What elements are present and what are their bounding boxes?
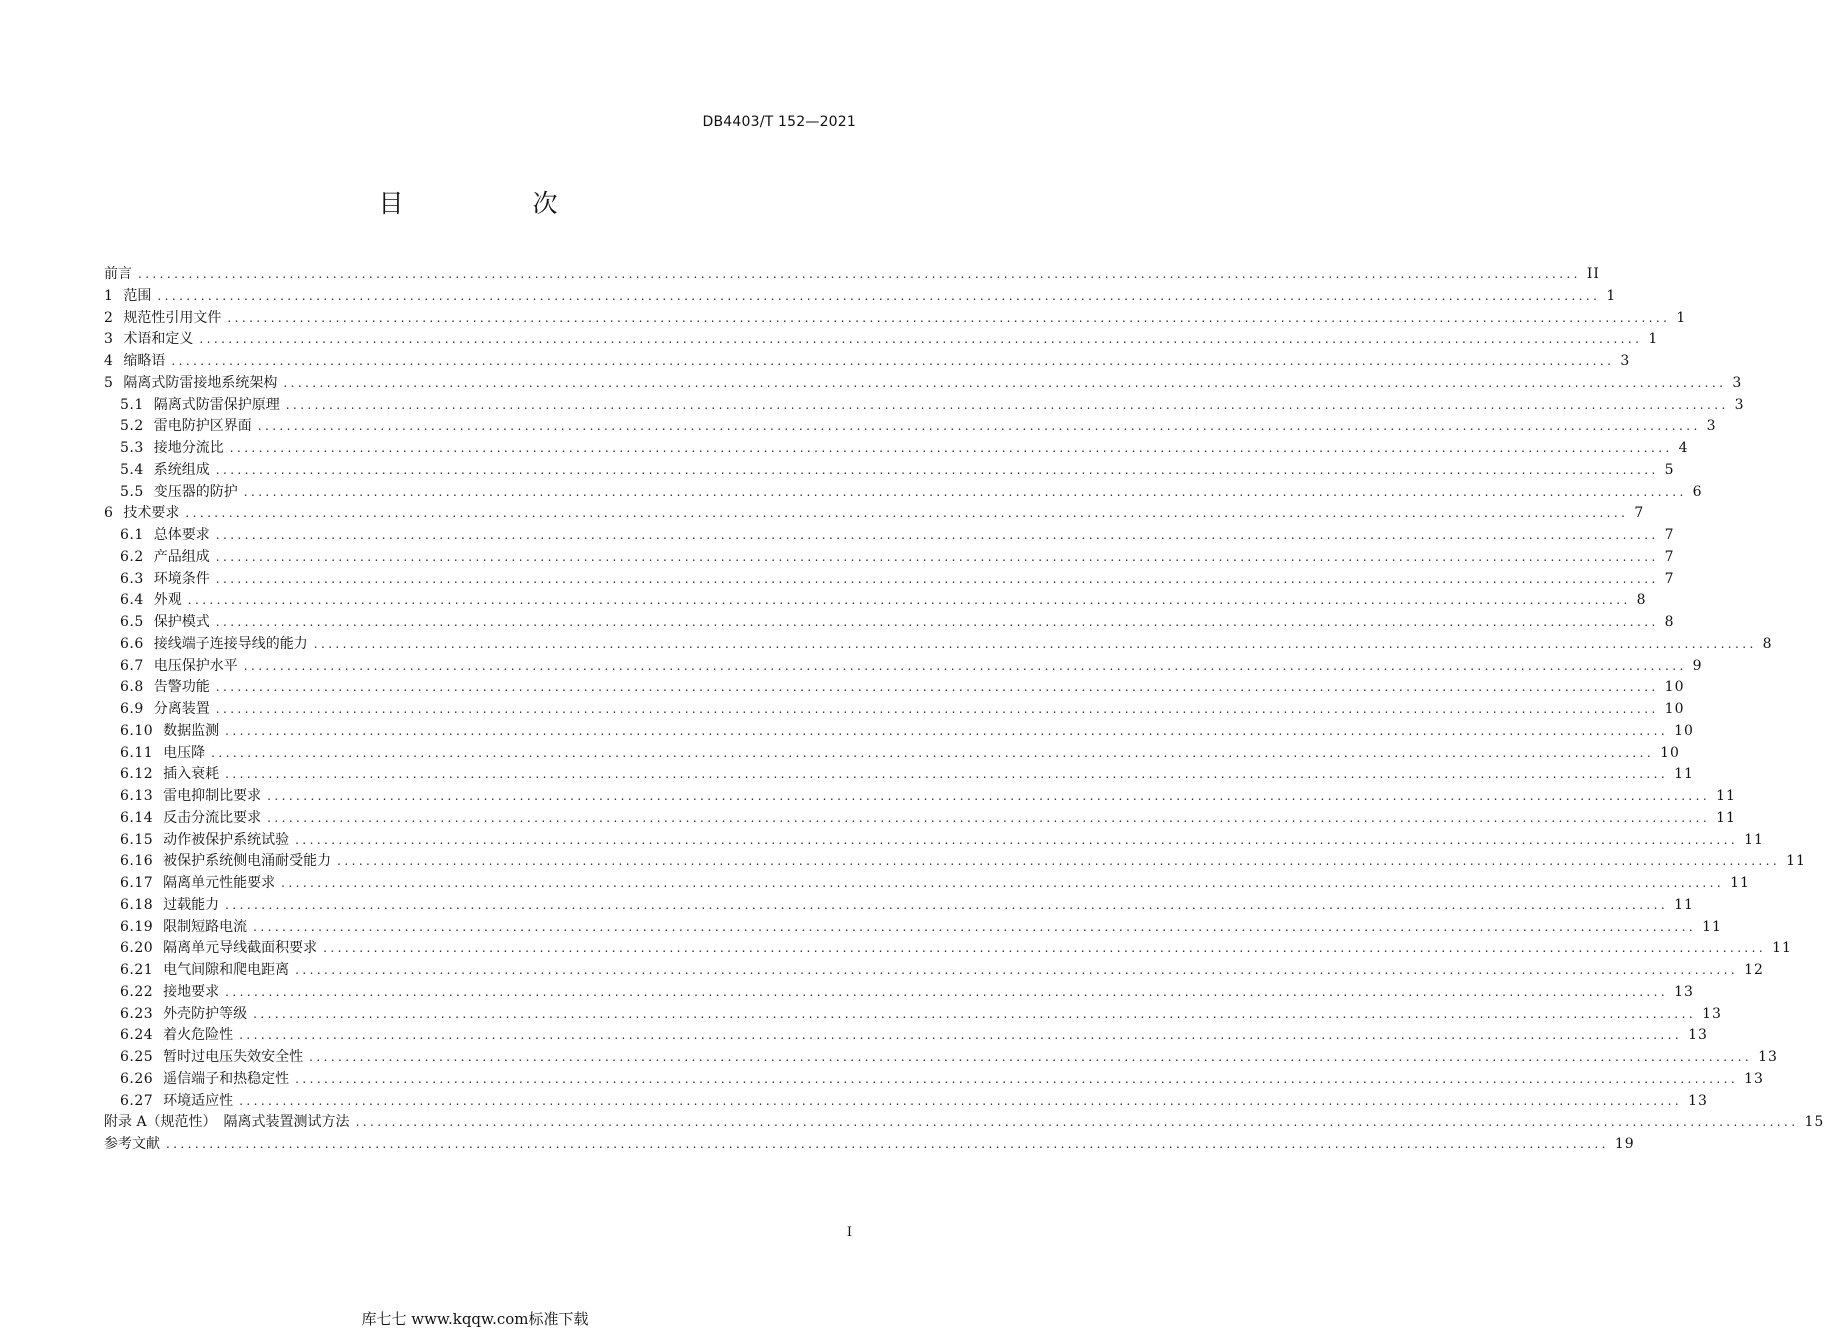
toc-leader-dots: ........................................................................................................................................................................................................: [157, 288, 1601, 303]
toc-entry-page: 1: [1676, 309, 1687, 326]
toc-entry[interactable]: [104, 373, 1743, 395]
toc-entry-label: 隔离单元性能要求: [163, 875, 276, 891]
toc-entry[interactable]: [104, 1112, 1824, 1134]
toc-entry[interactable]: [104, 547, 1675, 569]
toc-entry-number: 6: [104, 505, 114, 522]
toc-entry[interactable]: [104, 525, 1675, 547]
toc-leader-dots: ........................................................................................................................................................................................................: [243, 484, 1687, 499]
toc-entry[interactable]: [104, 917, 1722, 939]
toc-entry-number: 6.10: [120, 722, 154, 739]
toc-entry-label: 电压降: [163, 744, 206, 761]
toc-entry-page: 12: [1744, 962, 1764, 978]
toc-entry-page: 11: [1730, 875, 1750, 891]
toc-entry-label: 反击分流比要求: [163, 809, 262, 826]
toc-leader-dots: ........................................................................................................................................................................................................: [295, 832, 1739, 847]
toc-entry[interactable]: [104, 1134, 1635, 1156]
toc-entry-page: 3: [1706, 418, 1717, 435]
toc-leader-dots: ........................................................................................................................................................................................................: [215, 528, 1659, 542]
toc-entry-number: 6.22: [120, 983, 154, 1000]
toc-entry-label: 环境适应性: [163, 1092, 234, 1109]
toc-entry[interactable]: [104, 721, 1694, 743]
toc-entry-label: 外观: [153, 592, 182, 609]
toc-entry-page: 11: [1716, 788, 1736, 804]
toc-entry-page: 8: [1664, 614, 1675, 630]
toc-entry[interactable]: [104, 1069, 1764, 1091]
toc-entry-page: II: [1586, 266, 1600, 282]
toc-entry-page: 1: [1606, 287, 1617, 304]
toc-entry-number: 6.4: [120, 592, 144, 609]
toc-entry-number: 6.23: [120, 1005, 154, 1022]
toc-entry-number: 5.4: [120, 461, 144, 478]
toc-entry-label: 雷电防护区界面: [153, 418, 252, 435]
toc-leader-dots: ........................................................................................................................................................................................................: [267, 789, 1711, 803]
toc-entry-page: 6: [1692, 483, 1703, 500]
toc-entry-number: 5.5: [120, 483, 144, 500]
toc-entry[interactable]: [104, 569, 1675, 591]
toc-entry-number: 1: [104, 287, 114, 304]
toc-entry-page: 3: [1620, 353, 1631, 369]
toc-leader-dots: ........................................................................................................................................................................................................: [267, 810, 1711, 825]
toc-entry[interactable]: [104, 1091, 1708, 1113]
toc-entry[interactable]: [104, 656, 1703, 678]
toc-entry-page: 11: [1772, 940, 1792, 957]
toc-entry[interactable]: [104, 830, 1764, 852]
toc-entry-page: 10: [1664, 701, 1685, 717]
toc-entry-number: 6.12: [120, 766, 154, 783]
toc-entry-page: 13: [1688, 1027, 1708, 1044]
toc-entry-label: 被保护系统侧电涌耐受能力: [163, 853, 332, 870]
toc-entry[interactable]: [104, 677, 1685, 699]
toc-entry-number: 6.20: [120, 940, 154, 957]
toc-entry[interactable]: [104, 808, 1736, 830]
footer-watermark: 库七七 www.kqqw.com标准下载: [361, 1310, 589, 1328]
toc-entry-page: 11: [1674, 896, 1694, 913]
toc-leader-dots: ........................................................................................................................................................................................................: [199, 332, 1643, 347]
toc-entry[interactable]: [104, 1004, 1722, 1026]
toc-entry-number: 4: [104, 353, 114, 369]
toc-entry-label: 隔离单元导线截面积要求: [163, 940, 318, 957]
document-code: DB4403/T 152—2021: [702, 114, 856, 130]
toc-leader-dots: ........................................................................................................................................................................................................: [211, 745, 1655, 760]
toc-entry[interactable]: [104, 1025, 1708, 1047]
toc-entry-label: 数据监测: [163, 722, 220, 739]
toc-entry-label: 电气间隙和爬电距离: [163, 962, 290, 978]
toc-entry[interactable]: [104, 873, 1750, 895]
toc-entry-page: 10: [1674, 722, 1694, 739]
toc-entry-page: 8: [1636, 592, 1647, 609]
toc-entry-page: 11: [1674, 766, 1694, 783]
toc-entry-label: 接地分流比: [153, 440, 224, 456]
toc-entry-label: 隔离式防雷接地系统架构: [123, 374, 278, 391]
toc-entry-page: 8: [1762, 635, 1773, 652]
toc-entry[interactable]: [104, 895, 1694, 917]
toc-entry-number: 5.1: [120, 396, 144, 413]
toc-entry-label: 前言: [104, 266, 132, 282]
toc-entry-label: 范围: [123, 287, 152, 304]
toc-leader-dots: ........................................................................................................................................................................................................: [253, 1006, 1697, 1021]
toc-leader-dots: ........................................................................................................................................................................................................: [215, 680, 1659, 695]
toc-entry-number: 6.27: [120, 1092, 154, 1109]
toc-leader-dots: ........................................................................................................................................................................................................: [138, 267, 1581, 281]
toc-leader-dots: ........................................................................................................................................................................................................: [253, 919, 1697, 934]
toc-leader-dots: ........................................................................................................................................................................................................: [225, 897, 1669, 912]
toc-entry-label: 环境条件: [153, 570, 210, 587]
toc-leader-dots: ........................................................................................................................................................................................................: [187, 593, 1631, 608]
toc-leader-dots: ........................................................................................................................................................................................................: [225, 767, 1669, 782]
toc-entry-number: 5: [104, 374, 114, 391]
toc-entry-page: 15: [1804, 1114, 1824, 1131]
toc-entry-number: 6.17: [120, 875, 154, 891]
toc-entry-label: 外壳防护等级: [163, 1005, 248, 1022]
toc-entry[interactable]: [104, 351, 1631, 373]
toc-entry-number: 6.14: [120, 809, 154, 826]
toc-leader-dots: ........................................................................................................................................................................................................: [185, 506, 1629, 521]
toc-leader-dots: ........................................................................................................................................................................................................: [283, 375, 1727, 390]
toc-entry[interactable]: [104, 612, 1675, 634]
toc-entry-page: 11: [1786, 853, 1806, 870]
toc-entry-page: 3: [1734, 396, 1745, 413]
toc-leader-dots: ........................................................................................................................................................................................................: [323, 941, 1767, 956]
toc-entry-page: 5: [1664, 461, 1675, 478]
toc-entry[interactable]: [104, 395, 1745, 417]
toc-entry-number: 6.11: [120, 744, 154, 761]
toc-leader-dots: ........................................................................................................................................................................................................: [215, 702, 1659, 716]
toc-leader-dots: ........................................................................................................................................................................................................: [225, 723, 1669, 738]
toc-leader-dots: ........................................................................................................................................................................................................: [309, 1050, 1753, 1064]
toc-leader-dots: ........................................................................................................................................................................................................: [295, 963, 1739, 977]
toc-entry-page: 13: [1702, 1005, 1722, 1022]
toc-leader-dots: ........................................................................................................................................................................................................: [285, 397, 1729, 412]
toc-title: 目 次: [378, 189, 610, 218]
toc-entry-number: 6.1: [120, 527, 144, 543]
toc-entry-number: 6.26: [120, 1070, 154, 1087]
toc-entry-number: 6.2: [120, 548, 144, 565]
toc-entry-page: 19: [1614, 1136, 1635, 1152]
toc-entry[interactable]: [104, 851, 1806, 873]
toc-entry-label: 接线端子连接导线的能力: [153, 635, 308, 652]
toc-entry[interactable]: [104, 286, 1617, 308]
toc-entry-number: 6.19: [120, 918, 154, 935]
toc-entry-page: 13: [1674, 983, 1694, 1000]
toc-entry-number: 6.18: [120, 896, 154, 913]
toc-entry[interactable]: [104, 764, 1694, 786]
toc-entry-page: 7: [1664, 570, 1675, 587]
toc-entry-number: 2: [104, 309, 114, 326]
toc-entry[interactable]: [104, 460, 1675, 482]
toc-entry-label: 参考文献: [104, 1136, 160, 1152]
toc-entry-label: 缩略语: [123, 353, 166, 369]
toc-entry-page: 10: [1660, 744, 1680, 761]
toc-leader-dots: ........................................................................................................................................................................................................: [355, 1115, 1799, 1130]
toc-entry[interactable]: [104, 308, 1687, 330]
toc-entry-page: 11: [1702, 918, 1722, 935]
toc-entry-number: 3: [104, 331, 114, 348]
toc-entry-page: 7: [1634, 505, 1645, 522]
toc-entry-page: 9: [1692, 657, 1703, 674]
toc-entry-page: 3: [1732, 374, 1743, 391]
toc-entry[interactable]: [104, 1047, 1778, 1069]
toc-entry-page: 13: [1758, 1049, 1778, 1065]
toc-entry[interactable]: [104, 482, 1703, 504]
toc-entry-label: 系统组成: [153, 461, 210, 478]
toc-entry-label: 接地要求: [163, 983, 220, 1000]
toc-entry-label: 暂时过电压失效安全性: [163, 1049, 304, 1065]
toc-entry-label: 插入衰耗: [163, 766, 220, 783]
toc-entry-page: 7: [1664, 548, 1675, 565]
toc-entry-number: 6.6: [120, 635, 144, 652]
toc-entry[interactable]: [104, 590, 1647, 612]
toc-entry-number: 6.5: [120, 614, 144, 630]
toc-leader-dots: ........................................................................................................................................................................................................: [239, 1093, 1683, 1108]
toc-entry-label: 电压保护水平: [153, 657, 238, 674]
toc-leader-dots: ........................................................................................................................................................................................................: [337, 854, 1781, 869]
toc-entry-label: 附录 A（规范性） 隔离式装置测试方法: [104, 1114, 350, 1131]
toc-leader-dots: ........................................................................................................................................................................................................: [225, 984, 1669, 999]
toc-leader-dots: ........................................................................................................................................................................................................: [257, 419, 1701, 434]
toc-entry-label: 着火危险性: [163, 1027, 234, 1044]
toc-entry-label: 变压器的防护: [153, 483, 238, 500]
toc-leader-dots: ........................................................................................................................................................................................................: [295, 1071, 1739, 1086]
toc-entry-page: 10: [1664, 679, 1685, 696]
toc-entry-label: 规范性引用文件: [123, 309, 222, 326]
toc-entry-page: 13: [1744, 1070, 1764, 1087]
toc-entry-number: 6.3: [120, 570, 144, 587]
toc-leader-dots: ........................................................................................................................................................................................................: [227, 310, 1671, 325]
toc-entry[interactable]: [104, 416, 1717, 438]
toc-entry-label: 动作被保护系统试验: [163, 831, 290, 848]
toc-entry-page: 13: [1688, 1092, 1708, 1109]
toc-entry-label: 产品组成: [153, 548, 210, 565]
toc-entry[interactable]: [104, 960, 1764, 982]
toc-entry[interactable]: [104, 982, 1694, 1004]
toc-leader-dots: ........................................................................................................................................................................................................: [313, 636, 1757, 651]
toc-leader-dots: ........................................................................................................................................................................................................: [215, 615, 1659, 629]
toc-entry-number: 6.21: [120, 962, 154, 978]
toc-entry-number: 5.3: [120, 440, 144, 456]
toc-entry-label: 过载能力: [163, 896, 220, 913]
toc-entry[interactable]: [104, 699, 1685, 721]
toc-entry[interactable]: [104, 438, 1689, 460]
toc-leader-dots: ........................................................................................................................................................................................................: [166, 1137, 1609, 1151]
toc-entry-number: 6.24: [120, 1027, 154, 1044]
toc-entry-number: 6.16: [120, 853, 154, 870]
toc-leader-dots: ........................................................................................................................................................................................................: [229, 441, 1673, 455]
toc-entry-number: 6.9: [120, 701, 144, 717]
toc-entry-page: 11: [1744, 831, 1764, 848]
toc-entry-page: 11: [1716, 809, 1736, 826]
toc-entry-label: 雷电抑制比要求: [163, 788, 262, 804]
toc-leader-dots: ........................................................................................................................................................................................................: [215, 549, 1659, 564]
toc-entry-label: 技术要求: [123, 505, 180, 522]
page-number: I: [846, 1225, 852, 1240]
toc-entry-number: 6.13: [120, 788, 154, 804]
toc-entry-label: 隔离式防雷保护原理: [153, 396, 280, 413]
toc-entry-page: 4: [1678, 440, 1689, 456]
toc-entry[interactable]: [104, 634, 1773, 656]
toc-entry[interactable]: [104, 503, 1645, 525]
toc-entry-label: 保护模式: [153, 614, 210, 630]
toc-leader-dots: ........................................................................................................................................................................................................: [243, 658, 1687, 673]
toc-leader-dots: ........................................................................................................................................................................................................: [239, 1028, 1683, 1043]
toc-entry-number: 6.8: [120, 679, 144, 696]
toc-entry-number: 6.15: [120, 831, 154, 848]
toc-entry-number: 5.2: [120, 418, 144, 435]
toc-entry[interactable]: [104, 786, 1736, 808]
toc-entry-label: 限制短路电流: [163, 918, 248, 935]
toc-entry[interactable]: [104, 329, 1659, 351]
toc-entry-label: 术语和定义: [123, 331, 194, 348]
toc-entry[interactable]: [104, 743, 1680, 765]
toc-entry[interactable]: [104, 938, 1792, 960]
toc-entry-label: 告警功能: [153, 679, 210, 696]
toc-leader-dots: ........................................................................................................................................................................................................: [281, 876, 1725, 890]
toc-entry-label: 总体要求: [153, 527, 210, 543]
toc-entry[interactable]: [104, 264, 1600, 286]
toc-entry-number: 6.25: [120, 1049, 154, 1065]
toc-leader-dots: ........................................................................................................................................................................................................: [215, 462, 1659, 477]
toc-entry-number: 6.7: [120, 657, 144, 674]
toc-entry-label: 分离装置: [153, 701, 210, 717]
toc-entry-page: 7: [1664, 527, 1675, 543]
table-of-contents: [104, 264, 1824, 1156]
toc-leader-dots: ........................................................................................................................................................................................................: [215, 571, 1659, 586]
toc-entry-label: 遥信端子和热稳定性: [163, 1070, 290, 1087]
toc-leader-dots: ........................................................................................................................................................................................................: [171, 354, 1615, 368]
toc-entry-page: 1: [1648, 331, 1659, 348]
